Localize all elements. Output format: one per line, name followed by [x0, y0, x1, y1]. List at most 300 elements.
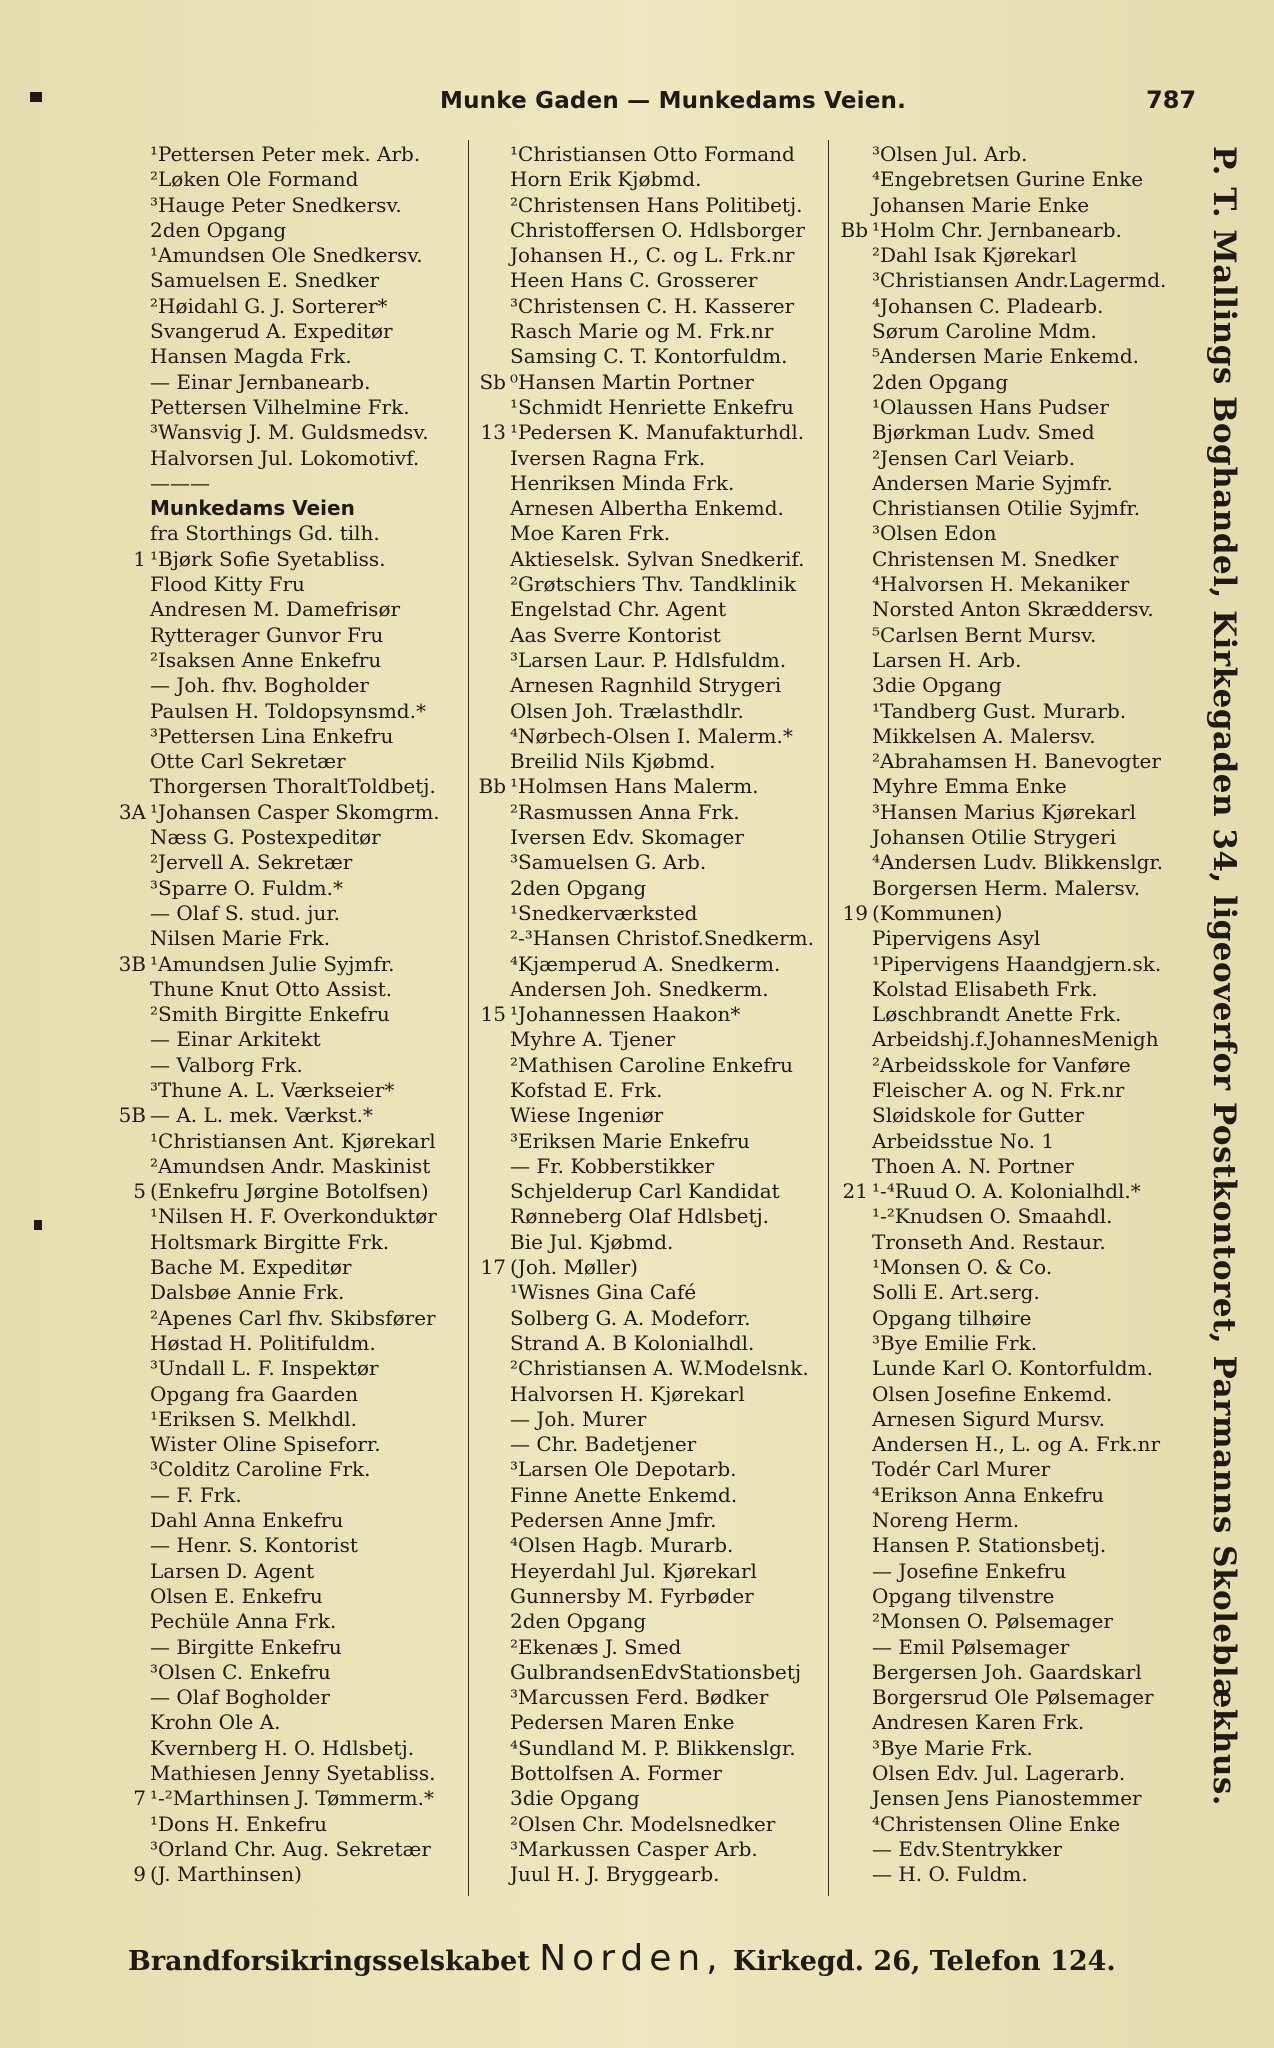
directory-entry [830, 1786, 1190, 1811]
directory-entry [468, 774, 828, 799]
house-number [110, 1457, 150, 1482]
footer-address: Kirkegd. 26, Telefon 124. [733, 1946, 1116, 1977]
directory-entry [110, 1230, 470, 1255]
house-number [110, 1255, 150, 1280]
house-number [468, 319, 510, 344]
directory-entry [830, 243, 1190, 268]
directory-entry [110, 1508, 470, 1533]
house-number [468, 193, 510, 218]
house-number [110, 167, 150, 192]
house-number [830, 1382, 872, 1407]
directory-entry [110, 395, 470, 420]
resident-entry: Engelstad Chr. Agent [510, 597, 727, 622]
directory-entry [110, 623, 470, 648]
resident-entry: Finne Anette Enkemd. [510, 1482, 738, 1507]
directory-entry [830, 1508, 1190, 1533]
resident-entry: Norsted Anton Skræddersv. [872, 597, 1154, 622]
directory-entry [468, 1736, 828, 1761]
resident-entry: ³Olsen Jul. Arb. [872, 142, 1028, 166]
house-number [830, 268, 872, 293]
resident-entry: Juul H. J. Bryggearb. [510, 1862, 720, 1887]
house-number: 3A [118, 799, 146, 824]
directory-entry [830, 825, 1190, 850]
resident-entry: ¹Amundsen Ole Snedkersv. [150, 243, 423, 268]
resident-entry: ³Colditz Caroline Frk. [150, 1457, 371, 1482]
directory-entry [830, 1331, 1190, 1356]
resident-entry: ⁵Andersen Marie Enkemd. [872, 344, 1139, 369]
directory-entry [830, 1356, 1190, 1381]
house-number [830, 1710, 872, 1735]
directory-entry [468, 193, 828, 218]
house-number [468, 1761, 510, 1786]
house-number [830, 623, 872, 648]
resident-entry: Wister Oline Spiseforr. [150, 1432, 381, 1457]
directory-entry [468, 800, 828, 825]
resident-entry: ³Christiansen Andr.Lagermd. [872, 268, 1167, 293]
house-number [110, 774, 150, 799]
directory-entry [830, 952, 1190, 977]
house-number: 21 [842, 1179, 868, 1204]
directory-entry [468, 699, 828, 724]
directory-entry [830, 1407, 1190, 1432]
directory-entry [830, 446, 1190, 471]
resident-entry: ²Jervell A. Sekretær [150, 850, 353, 875]
directory-entry [468, 1635, 828, 1660]
directory-entry [110, 1736, 470, 1761]
resident-entry: ¹Monsen O. & Co. [872, 1255, 1053, 1280]
resident-entry: ²Jensen Carl Veiarb. [872, 445, 1076, 470]
directory-entry [468, 1812, 828, 1837]
directory-entry [830, 142, 1190, 167]
resident-entry: ¹Johannessen Haakon* [510, 1002, 741, 1027]
resident-entry: Henriksen Minda Frk. [510, 470, 735, 495]
resident-entry: ¹Tandberg Gust. Murarb. [872, 698, 1127, 723]
house-number [830, 1609, 872, 1634]
house-number: 9 [133, 1862, 146, 1887]
resident-entry: ³Undall L. F. Inspektør [150, 1356, 379, 1381]
house-number [110, 496, 150, 521]
directory-entry [468, 1103, 828, 1128]
directory-entry [110, 825, 470, 850]
house-number: Bb [478, 774, 506, 799]
directory-entry [468, 420, 828, 445]
house-number [830, 547, 872, 572]
page-title: Munke Gaden — Munkedams Veien. [440, 88, 907, 114]
resident-entry: Johansen Marie Enke [872, 192, 1090, 217]
directory-entry [830, 800, 1190, 825]
house-number: Sb [479, 369, 506, 394]
house-number [110, 1812, 150, 1837]
house-number [110, 1660, 150, 1685]
resident-entry: Breilid Nils Kjøbmd. [510, 749, 716, 774]
resident-entry: GulbrandsenEdvStationsbetj [510, 1659, 802, 1684]
house-number [830, 1255, 872, 1280]
footer-company-name: Norden, [539, 1938, 724, 1979]
house-number [830, 1356, 872, 1381]
house-number [110, 1331, 150, 1356]
directory-entry [830, 547, 1190, 572]
resident-entry: ³Wansvig J. M. Guldsmedsv. [150, 420, 429, 445]
directory-entry [110, 724, 470, 749]
resident-entry: ³Sparre O. Fuldm.* [150, 875, 343, 900]
house-number [830, 1533, 872, 1558]
margin-mark [34, 1220, 42, 1230]
house-number [110, 1356, 150, 1381]
directory-entry [468, 850, 828, 875]
directory-entry [468, 648, 828, 673]
house-number [830, 1129, 872, 1154]
house-number [468, 1432, 510, 1457]
house-number [468, 850, 510, 875]
resident-entry: Johansen Otilie Strygeri [872, 825, 1117, 850]
house-number [830, 977, 872, 1002]
directory-entry [110, 496, 470, 521]
resident-entry: Samsing C. T. Kontorfuldm. [510, 344, 788, 369]
directory-entry [110, 193, 470, 218]
directory-entry [468, 1255, 828, 1280]
resident-entry: ³Marcussen Ferd. Bødker [510, 1685, 769, 1710]
house-number [110, 1154, 150, 1179]
house-number [110, 648, 150, 673]
house-number [110, 1027, 150, 1052]
directory-entry [830, 1736, 1190, 1761]
resident-entry: — Joh. fhv. Bogholder [150, 673, 369, 698]
directory-entry [830, 876, 1190, 901]
directory-entry [468, 749, 828, 774]
resident-entry: Strand A. B Kolonialhdl. [510, 1330, 755, 1355]
house-number [468, 1204, 510, 1229]
resident-entry: — Henr. S. Kontorist [150, 1533, 358, 1558]
house-number [830, 1280, 872, 1305]
house-number [830, 1154, 872, 1179]
resident-entry: Kofstad E. Frk. [510, 1077, 663, 1102]
resident-entry: ²Monsen O. Pølsemager [872, 1609, 1113, 1634]
resident-entry: ³Orland Chr. Aug. Sekretær [150, 1836, 431, 1861]
directory-entry [830, 1685, 1190, 1710]
house-number [468, 1584, 510, 1609]
house-number [110, 1736, 150, 1761]
house-number [468, 294, 510, 319]
directory-entry [830, 977, 1190, 1002]
house-number [468, 648, 510, 673]
resident-entry: ²Abrahamsen H. Banevogter [872, 749, 1161, 774]
house-number [830, 1306, 872, 1331]
resident-entry: ³Thune A. L. Værkseier* [150, 1077, 395, 1102]
directory-entry [830, 850, 1190, 875]
directory-entry [830, 344, 1190, 369]
resident-entry: 2den Opgang [510, 875, 647, 900]
resident-entry: Olsen Joh. Trælasthdlr. [510, 698, 744, 723]
house-number [468, 1457, 510, 1482]
resident-entry: ²Rasmussen Anna Frk. [510, 799, 740, 824]
house-number [468, 977, 510, 1002]
directory-entry [110, 1457, 470, 1482]
directory-entry [468, 1710, 828, 1735]
directory-entry [468, 1432, 828, 1457]
resident-entry: Rasch Marie og M. Frk.nr [510, 319, 774, 344]
house-number [110, 319, 150, 344]
house-number [468, 395, 510, 420]
house-number [468, 142, 510, 167]
resident-entry: ²Olsen Chr. Modelsnedker [510, 1811, 776, 1836]
house-number [468, 876, 510, 901]
house-number [110, 1053, 150, 1078]
directory-entry [468, 218, 828, 243]
resident-entry: Olsen Josefine Enkemd. [872, 1381, 1113, 1406]
resident-entry: Iversen Ragna Frk. [510, 445, 706, 470]
house-number [830, 648, 872, 673]
resident-entry: ²Arbeidsskole for Vanføre [872, 1052, 1131, 1077]
resident-entry: ¹Christiansen Ant. Kjørekarl [150, 1128, 436, 1153]
resident-entry: ¹Wisnes Gina Café [510, 1280, 697, 1305]
house-number [468, 1483, 510, 1508]
house-number [110, 1584, 150, 1609]
directory-entry [830, 420, 1190, 445]
house-number [830, 1736, 872, 1761]
directory-entry [468, 1660, 828, 1685]
resident-entry: (J. Marthinsen) [150, 1862, 302, 1887]
directory-entry [110, 243, 470, 268]
house-number [830, 1761, 872, 1786]
resident-entry: fra Storthings Gd. tilh. [150, 521, 380, 546]
house-number [468, 1129, 510, 1154]
house-number [110, 521, 150, 546]
directory-entry [468, 496, 828, 521]
house-number [830, 1432, 872, 1457]
house-number [830, 699, 872, 724]
house-number [830, 774, 872, 799]
house-number: 7 [133, 1786, 146, 1811]
resident-entry: Thorgersen ThoraltToldbetj. [150, 774, 436, 799]
resident-entry: — Edv.Stentrykker [872, 1836, 1063, 1861]
directory-entry [468, 446, 828, 471]
resident-entry: Bjørkman Ludv. Smed [872, 420, 1095, 445]
directory-entry [468, 1761, 828, 1786]
directory-entry [110, 850, 470, 875]
house-number [468, 1280, 510, 1305]
directory-entry [830, 1027, 1190, 1052]
resident-entry: Krohn Ole A. [150, 1710, 281, 1735]
house-number [468, 1508, 510, 1533]
footer-advertisement [128, 1938, 1228, 1979]
house-number [468, 724, 510, 749]
resident-entry: ²Smith Birgitte Enkefru [150, 1002, 390, 1027]
directory-entry [110, 1255, 470, 1280]
house-number [830, 1559, 872, 1584]
house-number [468, 673, 510, 698]
house-number [468, 1356, 510, 1381]
house-number [110, 1407, 150, 1432]
directory-entry [830, 926, 1190, 951]
house-number [110, 597, 150, 622]
resident-entry: Halvorsen H. Kjørekarl [510, 1381, 745, 1406]
directory-entry [110, 901, 470, 926]
house-number [110, 1609, 150, 1634]
directory-entry [830, 1230, 1190, 1255]
house-number [110, 1280, 150, 1305]
resident-entry: Sørum Caroline Mdm. [872, 319, 1097, 344]
resident-entry: 2den Opgang [150, 217, 287, 242]
house-number [110, 977, 150, 1002]
resident-entry: Solberg G. A. Modeforr. [510, 1305, 751, 1330]
directory-entry [110, 1280, 470, 1305]
directory-entry [110, 167, 470, 192]
directory-entry [830, 699, 1190, 724]
house-number [830, 673, 872, 698]
house-number [110, 1002, 150, 1027]
directory-entry [468, 597, 828, 622]
directory-entry [468, 268, 828, 293]
resident-entry: Dalsbøe Annie Frk. [150, 1280, 345, 1305]
resident-entry: Halvorsen Jul. Lokomotivf. [150, 445, 420, 470]
house-number [468, 1786, 510, 1811]
house-number [830, 294, 872, 319]
house-number: 5 [133, 1179, 146, 1204]
directory-entry [830, 648, 1190, 673]
house-number [110, 876, 150, 901]
directory-entry [110, 521, 470, 546]
resident-entry: Aas Sverre Kontorist [510, 622, 721, 647]
resident-entry: Løschbrandt Anette Frk. [872, 1002, 1122, 1027]
resident-entry: — Einar Jernbanearb. [150, 369, 371, 394]
directory-entry [110, 1584, 470, 1609]
directory-entry [468, 1382, 828, 1407]
resident-entry: Thune Knut Otto Assist. [150, 976, 393, 1001]
resident-entry: ¹Christiansen Otto Formand [510, 142, 795, 166]
directory-entry [110, 1179, 470, 1204]
directory-entry [468, 1609, 828, 1634]
resident-entry: ¹Bjørk Sofie Syetabliss. [150, 546, 386, 571]
resident-entry: — Olaf Bogholder [150, 1685, 330, 1710]
house-number [468, 1331, 510, 1356]
resident-entry: ¹Eriksen S. Melkhdl. [150, 1406, 358, 1431]
house-number [110, 1837, 150, 1862]
resident-entry: — Einar Arkitekt [150, 1027, 321, 1052]
house-number [830, 167, 872, 192]
directory-entry [468, 1786, 828, 1811]
directory-column-1 [110, 142, 470, 1887]
directory-entry [468, 294, 828, 319]
directory-entry [110, 1786, 470, 1811]
house-number [468, 901, 510, 926]
house-number [468, 446, 510, 471]
directory-entry [468, 1154, 828, 1179]
house-number [110, 926, 150, 951]
resident-entry: Arnesen Albertha Enkemd. [510, 496, 784, 521]
resident-entry: Høstad H. Politifuldm. [150, 1330, 376, 1355]
directory-entry [830, 623, 1190, 648]
directory-entry [468, 901, 828, 926]
house-number [468, 243, 510, 268]
directory-entry [468, 243, 828, 268]
resident-entry: Rytterager Gunvor Fru [150, 622, 384, 647]
directory-entry [110, 1837, 470, 1862]
house-number [110, 901, 150, 926]
house-number [830, 319, 872, 344]
resident-entry: ⁴Andersen Ludv. Blikkenslgr. [872, 850, 1164, 875]
house-number [830, 1660, 872, 1685]
resident-entry: ¹Holmsen Hans Malerm. [510, 774, 759, 799]
directory-entry [830, 218, 1190, 243]
directory-entry [110, 268, 470, 293]
side-advertisement [1196, 146, 1256, 1896]
directory-entry [468, 1685, 828, 1710]
directory-entry [468, 724, 828, 749]
house-number [468, 1812, 510, 1837]
resident-entry: 3die Opgang [510, 1786, 640, 1811]
resident-entry: — Josefine Enkefru [872, 1558, 1067, 1583]
resident-entry: Nilsen Marie Frk. [150, 926, 331, 951]
directory-entry [110, 977, 470, 1002]
page-number: 787 [1146, 86, 1197, 114]
house-number [110, 1204, 150, 1229]
resident-entry: Hansen P. Stationsbetj. [872, 1533, 1107, 1558]
directory-entry [110, 1331, 470, 1356]
house-number [110, 142, 150, 167]
directory-entry [468, 344, 828, 369]
resident-entry: Schjelderup Carl Kandidat [510, 1179, 780, 1204]
resident-entry: ⁴Erikson Anna Enkefru [872, 1482, 1105, 1507]
resident-entry: Andersen H., L. og A. Frk.nr [872, 1432, 1161, 1457]
directory-entry [830, 1382, 1190, 1407]
house-number [830, 876, 872, 901]
resident-entry: — Emil Pølsemager [872, 1634, 1070, 1659]
resident-entry: ¹-²Marthinsen J. Tømmerm.* [150, 1786, 434, 1811]
directory-entry [468, 1306, 828, 1331]
directory-entry [110, 800, 470, 825]
house-number [830, 1002, 872, 1027]
directory-entry [110, 774, 470, 799]
resident-entry: ²Christensen Hans Politibetj. [510, 192, 803, 217]
house-number [468, 572, 510, 597]
house-number [830, 1407, 872, 1432]
resident-entry: ⁴Sundland M. P. Blikkenslgr. [510, 1735, 796, 1760]
resident-entry: ¹Nilsen H. F. Overkonduktør [150, 1204, 437, 1229]
house-number [468, 1103, 510, 1128]
directory-entry [830, 1559, 1190, 1584]
directory-entry [110, 1027, 470, 1052]
house-number [468, 496, 510, 521]
house-number: 15 [480, 1002, 506, 1027]
resident-entry: ¹Johansen Casper Skomgrm. [150, 799, 440, 824]
resident-entry: ¹Pipervigens Haandgjern.sk. [872, 951, 1162, 976]
directory-entry [110, 1432, 470, 1457]
resident-entry: Heen Hans C. Grosserer [510, 268, 758, 293]
resident-entry: ²Løken Ole Formand [150, 167, 359, 192]
directory-entry [468, 370, 828, 395]
house-number [830, 1862, 872, 1887]
directory-entry [468, 1584, 828, 1609]
resident-entry: ¹Holm Chr. Jernbanearb. [872, 217, 1122, 242]
resident-entry: Kvernberg H. O. Hdlsbetj. [150, 1735, 415, 1760]
house-number [830, 142, 872, 167]
resident-entry: Heyerdahl Jul. Kjørekarl [510, 1558, 757, 1583]
house-number [468, 471, 510, 496]
house-number [830, 1230, 872, 1255]
directory-entry [468, 825, 828, 850]
directory-entry [830, 1280, 1190, 1305]
resident-entry: — Valborg Frk. [150, 1052, 303, 1077]
resident-entry: ⁴Johansen C. Pladearb. [872, 293, 1104, 318]
directory-entry [468, 1407, 828, 1432]
resident-entry: Bergersen Joh. Gaardskarl [872, 1659, 1142, 1684]
directory-entry [830, 471, 1190, 496]
directory-entry [830, 1053, 1190, 1078]
directory-entry [830, 1635, 1190, 1660]
resident-entry: ⁴Engebretsen Gurine Enke [872, 167, 1144, 192]
directory-entry [110, 1533, 470, 1558]
resident-entry: (Kommunen) [872, 900, 1003, 925]
